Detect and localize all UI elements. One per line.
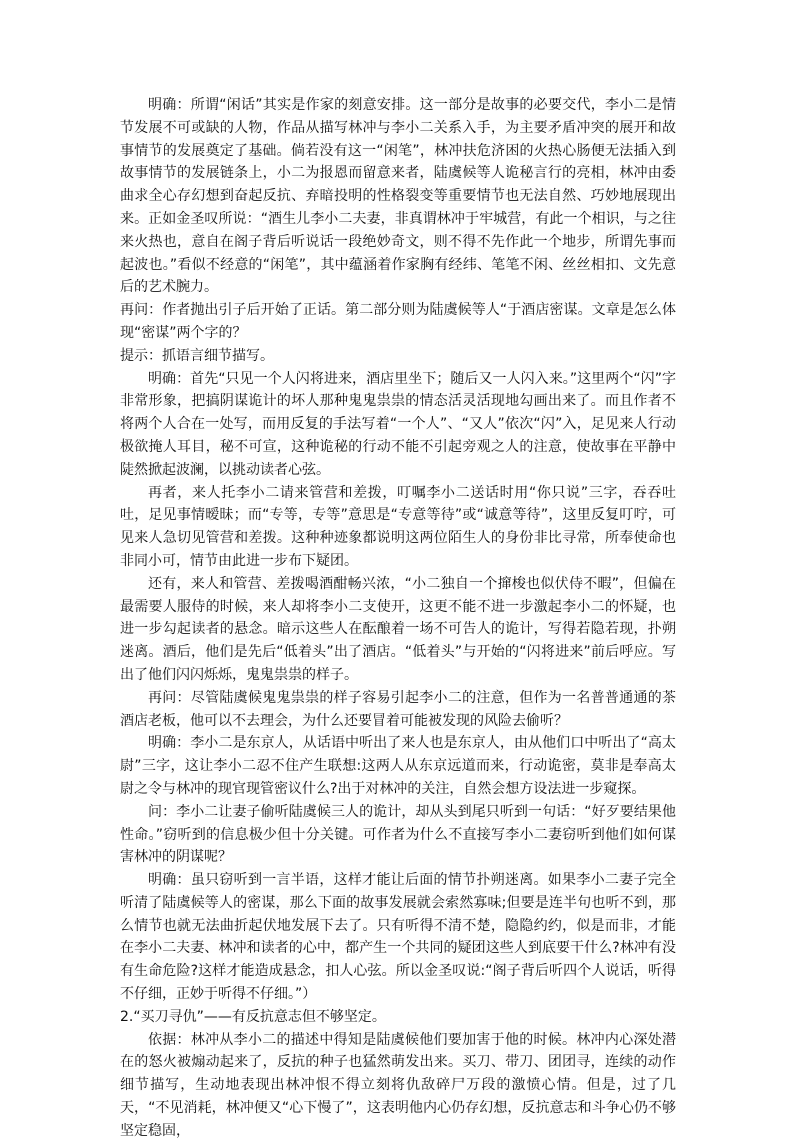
paragraph-answer-eavesdrop: 明确：李小二是东京人，从话语中听出了来人也是东京人，由从他们口中听出了“高太尉”三字，这让李小二忍不住产生联想:这两人从东京远道而来，行动诡密，莫非是奉高太尉之令与林冲的现官现管密议什么?出于对林冲的关注，自然会想方设法进一步窥探。 xyxy=(120,735,676,797)
paragraph-question-eavesdrop: 再问：尽管陆虞候鬼鬼祟祟的样子容易引起李小二的注意，但作为一名普普通通的茶酒店老板，他可以不去理会，为什么还要冒着可能被发现的风险去偷听？ xyxy=(120,689,676,729)
paragraph-hint: 提示：抓语言细节描写。 xyxy=(120,347,274,364)
paragraph-answer-idle-talk: 明确：所谓“闲话”其实是作家的刻意安排。这一部分是故事的必要交代，李小二是情节发展不可或缺的人物，作品从描写林冲与李小二关系入手，为主要矛盾冲突的展开和故事情节的发展奠定了基础。倘若没有这一“闲笔”，林冲扶危济困的火热心肠便无法插入到故事情节的发展链条上，小二为报恩而留意来者，陆虞候等人诡秘言行的亮相，林冲由委曲求全心存幻想到奋起反抗、弃暗投明的性格裂变等重要情节也无法自然、巧妙地展现出来。正如金圣叹所说：“酒生儿李小二夫妻，非真谓林冲于牢城营，有此一个相识，与之往来火热也，意自在阁子背后听说话一段绝妙奇文，则不得不先作此一个地步，所谓先事而起波也。”看似不经意的“闲笔”，其中蕴涵着作家胸有经纬、笔笔不闲、丝丝相扣、文先意后的艺术腕力。 xyxy=(120,97,676,296)
section-heading-buy-knife: 2.“买刀寻仇”——有反抗意志但不够坚定。 xyxy=(120,1008,386,1025)
paragraph-question-secret-plot: 再问：作者抛出引子后开始了正话。第二部分则为陆虞候等人“于酒店密谋。文章是怎么体现“密谋”两个字的？ xyxy=(120,302,676,341)
paragraph-basis: 依据：林冲从李小二的描述中得知是陆虞候他们要加害于他的时候。林冲内心深处潜在的怒火被煽动起来了，反抗的种子也猛然萌发出来。买刀、带刀、团团寻，连续的动作细节描写，生动地表现出林冲恨不得立刻将仇敌碎尸万段的激愤心情。但是，过了几天，“不见消耗，林冲便又“心下慢了”，这表明他内心仍存幻想，反抗意志和斗争心仍不够坚定稳固， xyxy=(120,1031,676,1139)
paragraph-question-wife: 问：李小二让妻子偷听陆虞候三人的诡计，却从头到尾只听到一句话：“好歹要结果他性命。”窃听到的信息极少但十分关键。可作者为什么不直接写李小二妻窃听到他们如何谋害林冲的阴谋呢？ xyxy=(120,803,676,866)
paragraph-answer-second: 再者，来人托李小二请来管营和差拨，叮嘱李小二送话时用“你只说”三字，吞吞吐吐，足见事情暧昧；而“专等，专等”意思是“专意等待”或“诚意等待”，这里反复叮咛，可见来人急切见管营和差拨。这种种迹象都说明这两位陌生人的身份非比寻常，所奉使命也非同小可，情节由此进一步布下疑团。 xyxy=(120,484,676,569)
document-page xyxy=(120,94,676,1143)
paragraph-answer-wife: 明确：虽只窃听到一言半语，这样才能让后面的情节扑朔迷离。如果李小二妻子完全听清了陆虞候等人的密谋，那么下面的故事发展就会索然寡味;但要是连半句也听不到，那么情节也就无法曲折起伏地发展下去了。只有听得不清不楚，隐隐约约，似是而非，才能在李小二夫妻、林冲和读者的心中，都产生一个共同的疑团这些人到底要干什么?林冲有没有生命危险?这样才能造成悬念，扣人心弦。所以金圣叹说:“阁子背后听四个人说话，听得不仔细，正妙于听得不仔细。”） xyxy=(120,872,676,1003)
paragraph-answer-third: 还有，来人和管营、差拨喝酒酣畅兴浓，“小二独自一个撺梭也似伏侍不暇”，但偏在最需要人服侍的时候，来人却将李小二支使开，这更不能不进一步激起李小二的怀疑，也进一步勾起读者的悬念。暗示这些人在酝酿着一场不可告人的诡计，写得若隐若现，扑朔迷离。酒后，他们是先后“低着头”出了酒店。“低着头”与开始的“闪将进来”前后呼应。写出了他们闪闪烁烁，鬼鬼祟祟的样子。 xyxy=(120,575,676,683)
paragraph-answer-first: 明确：首先“只见一个人闪将进来，酒店里坐下；随后又一人闪入来。”这里两个“闪”字非常形象，把搞阴谋诡计的坏人那种鬼鬼祟祟的情态活灵活现地勾画出来了。而且作者不将两个人合在一处写，而用反复的手法写着“一个人”、“又人”依次“闪”入，足见来人行动极欲掩人耳目，秘不可宣，这种诡秘的行动不能不引起旁观之人的注意，使故事在平静中陡然掀起波澜，以挑动读者心弦。 xyxy=(120,370,676,478)
